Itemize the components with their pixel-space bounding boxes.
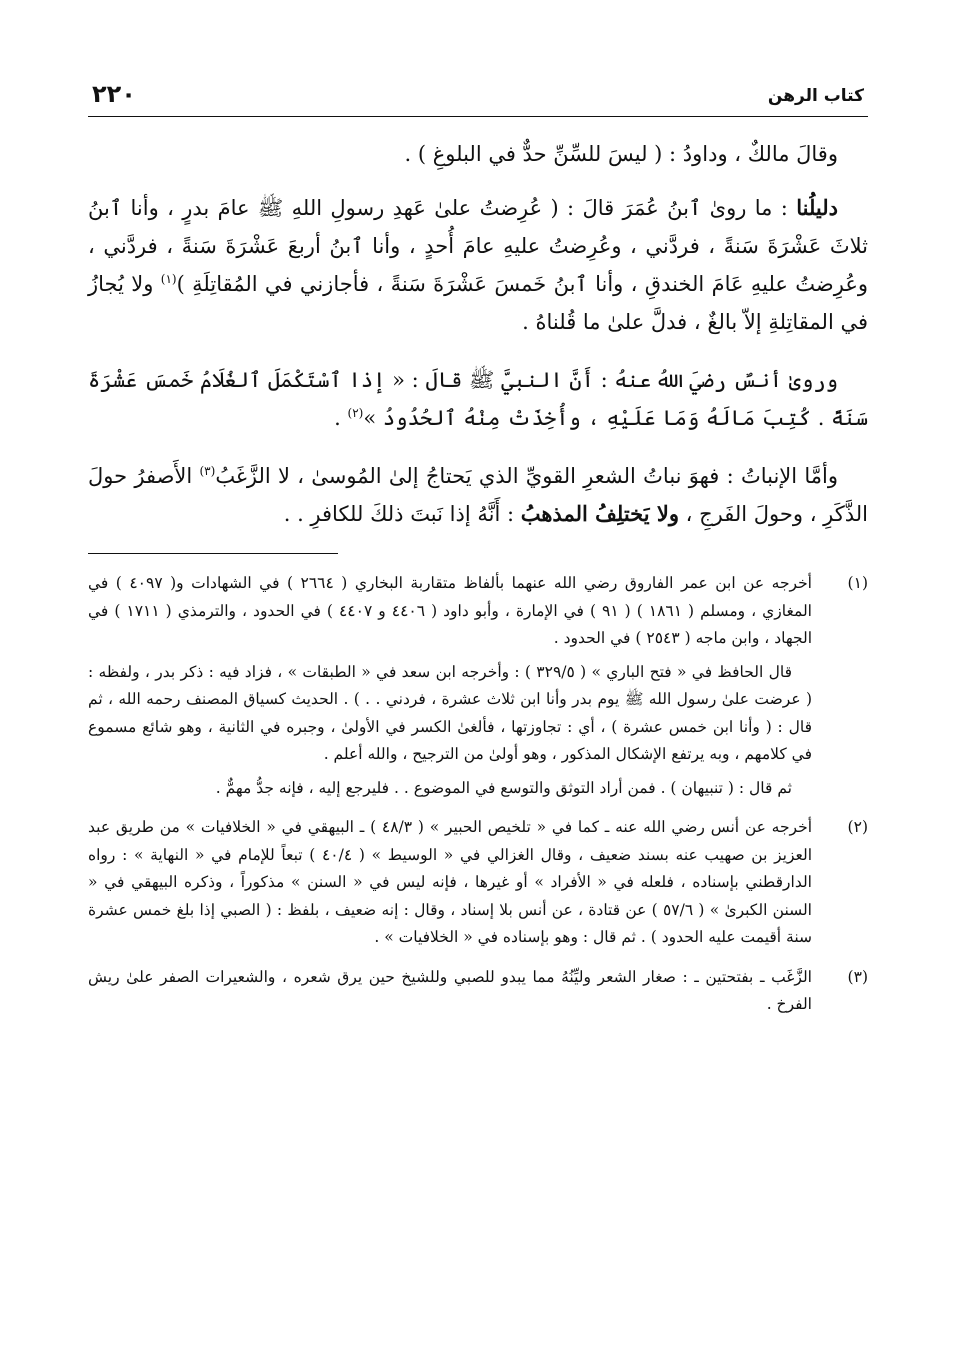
footnote-number: (٣): [847, 967, 868, 986]
footnote-paragraph: قال الحافظ في « فتح الباري » ( ٣٢٩/٥ ) : وأخرجه ابن سعد في « الطبقات » ، فزاد فيه : ذكر بدر ، ولفظه : ( عرضت علىٰ رسول الله ﷺ يوم بدر وأنا ابن ثلاث عشرة ، فردني . . ) . الحديث كسياق المصنف رحمه الله ، ثم قال : ( وأنا ابن خمس عشرة ) ، أي : تجاوزتها ، فألغىٰ الكسر في الأولىٰ ، وجبره في الثانية ، وهو شائع مسموع في كلامهم ، وبه يرتفع الإشكال المذكور ، وهو أولىٰ من الترجيح ، والله أعلم .: [88, 662, 812, 763]
paragraph-text: : أَنَّهُ إذا نَبتَ ذلكَ للكافرِ . .: [283, 502, 521, 526]
paragraph-malik: [88, 135, 868, 173]
emphasis-text: ولا يَختلِفُ المذهبُ: [520, 501, 679, 526]
page-header: [88, 78, 868, 117]
footnote-paragraph: أخرجه عن أنس رضي الله عنه ـ كما في « تلخيص الحبير » ( ٤٨/٣ ) ـ البيهقي في « الخلافيات » من طريق عبد العزيز بن صهيب عنه بسند ضعيف ، وقال الغزالي في « الوسيط » ( ٤٠/٤ ) تبعاً للإمام في « النهاية » : رواه الدارقطني بإسناده ، فلعله في « الأفراد » أو غيرها ، فإنه ليس في « السنن » مذكوراً ، وذكره البيهقي في « السنن الكبرىٰ » ( ٥٧/٦ ) عن قتادة ، عن أنس بلا إسناد ، وقال : إنه ضعيف ، بلفظ : ( الصبي إذا بلغ خمس عشرة سنة أقيمت عليه الحدود ) . ثم قال : وهو بإسناده في « الخلافيات » .: [88, 818, 813, 946]
footnote-paragraph: الزَّغَب ـ بفتحتين ـ : صغار الشعر وليِّنُهُ مما يبدو للصبي وللشيخ حين يرق شعره ، والشعيرات الصفر علىٰ ريش الفرخ .: [88, 967, 812, 1013]
footnote-body: [88, 814, 812, 958]
paragraph-text: ولا يُجازُ في المقاتِلةِ إلاّ بالغٌ ، فدلَّ علىٰ ما قُلناهُ .: [88, 272, 868, 334]
footnote-body: [88, 570, 812, 808]
footnote-number: (٢): [847, 818, 868, 836]
paragraph-text: .: [334, 406, 348, 430]
footnote-paragraph: أخرجه عن ابن عمر الفاروق رضي الله عنهما بألفاظ متقاربة البخاري ( ٢٦٦٤ ) في الشهادات و( ٤٠٩٧ ) في المغازي ، ومسلم ( ١٨٦١ ) ( ٩١ ) في الإمارة ، وأبو داود ( ٤٤٠٦ و ٤٤٠٧ ) في الحدود ، والترمذي ( ١٧١١ ) في الجهاد ، وابن ماجه ( ٢٥٤٣ ) في الحدود .: [88, 574, 812, 647]
footnote-body: [88, 964, 812, 1025]
running-title: كتاب الرهن: [767, 86, 864, 106]
footnote-separator: [88, 553, 338, 554]
book-page: [88, 78, 868, 1328]
paragraph-anas: [88, 361, 868, 437]
footnote-ref-1[interactable]: (١): [160, 272, 177, 286]
main-text: [88, 135, 868, 533]
paragraph-text: الأَصفرُ حولَ الذَّكَرِ ، وحولَ الفَرجِ ،: [88, 464, 868, 526]
footnote-1: [88, 570, 868, 808]
paragraph-text: وأمَّا الإنباتُ : فهوَ نباتُ الشعرِ القويِّ الذي يَحتاجُ إلىٰ المُوسىٰ ، لا الزَّغَبُ: [215, 464, 839, 488]
paragraph-text: : ما روىٰ ٱبنُ عُمَرَ قالَ : ( عُرِضتُ علىٰ عَهدِ رسولِ اللهِ ﷺ عامَ بدرٍ ، وأنا ٱبنُ ثلاثَ عَشْرَةَ سَنةً ، فردَّني ، وعُرِضتُ عليهِ عامَ أُحدٍ ، وأنا ٱبنُ أربعَ عَشْرَةَ سَنةً ، فردَّني ، وعُرِضتُ عليهِ عَامَ الخندقِ ، وأنا ٱبنُ خَمسَ عَشْرَةَ سَنةً ، فأجازني في المُقاتِلَةِ ): [88, 196, 868, 296]
page-number: ٢٢٠: [92, 80, 136, 108]
footnote-ref-2[interactable]: (٢): [347, 406, 364, 420]
footnote-number: (١): [847, 574, 868, 592]
paragraph-inbat: [88, 457, 868, 533]
paragraph-evidence: [88, 189, 868, 341]
footnote-2: [88, 814, 868, 958]
footnote-3: [88, 964, 868, 1025]
footnote-ref-3[interactable]: (٣): [199, 464, 216, 478]
footnote-paragraph: ثم قال : ( تنبيهان ) . فمن أراد التوثق والتوسع في الموضوع . . فليرجع إليه ، فإنه جدُّ مهمٌّ .: [215, 778, 792, 797]
paragraph-text: وروىٰ أنسٌ رضيَ اللهُ عنهُ : أَنَّ النبيَّ ﷺ قالَ : « إذا ٱسْتَكْمَلَ ٱلغُلَامُ خَمسَ عَشْرَةَ سَنَةً . كُتِبَ مَالَهُ وَمَا عَلَيْهِ ، وأُخِذَتْ مِنْهُ ٱلحُدُودُ »: [88, 368, 868, 430]
evidence-lead: دليلُنا: [796, 195, 838, 220]
paragraph-text: وقالَ مالكٌ ، وداودُ : ( ليسَ للسِّنِّ حدٌّ في البلوغِ ) .: [404, 142, 838, 166]
footnotes: [88, 570, 868, 1025]
